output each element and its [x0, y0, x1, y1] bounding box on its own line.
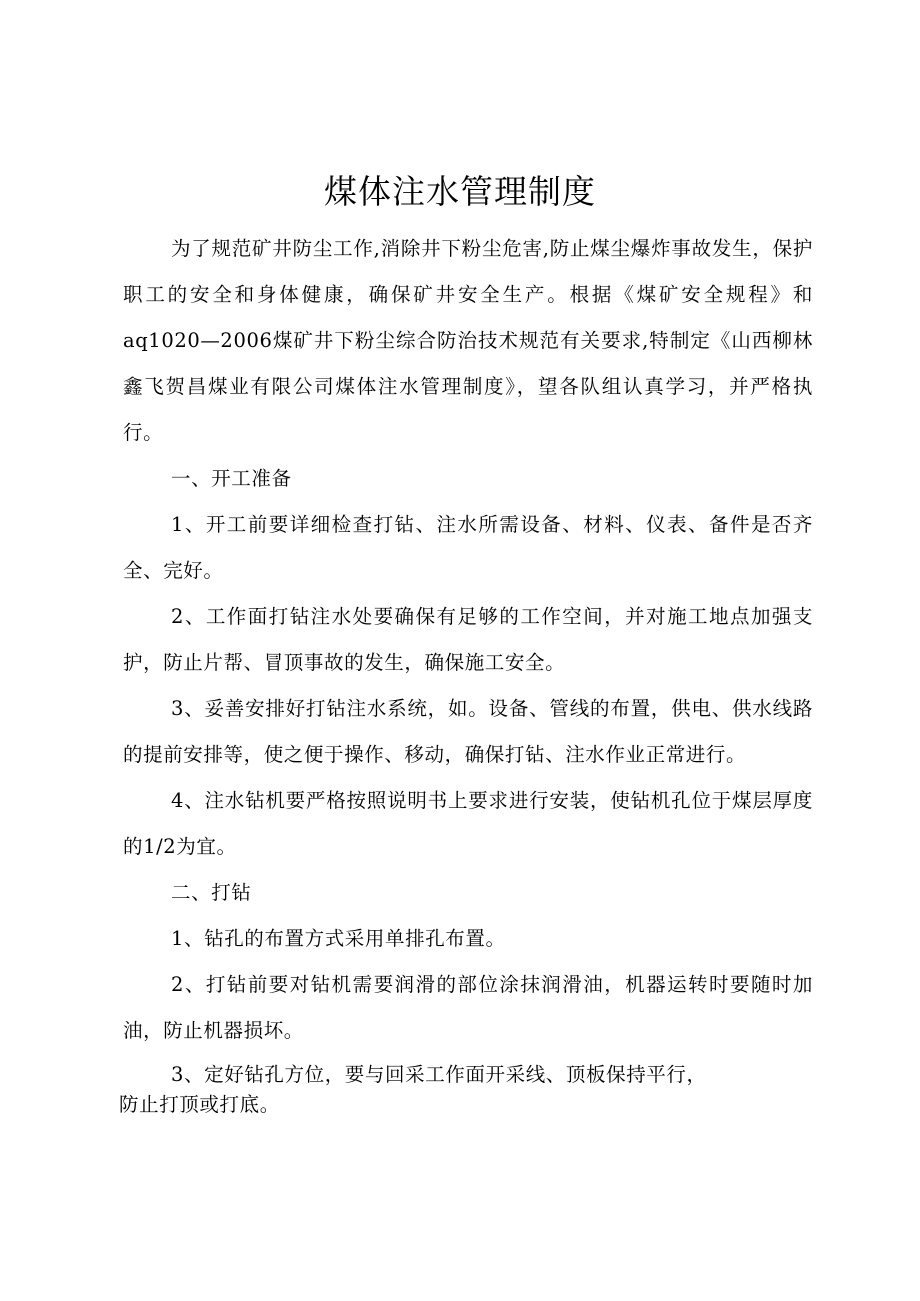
preparation-item-3: 3、妥善安排好打钻注水系统，如。设备、管线的布置，供电、供水线路的提前安排等，使之便于操作、移动，确保打钻、注水作业正常进行。 [123, 697, 813, 766]
document-title: 煤体注水管理制度 [324, 172, 596, 211]
section-heading-preparation: 一、开工准备 [171, 467, 292, 490]
drilling-item-2: 2、打钻前要对钻机需要润滑的部位涂抹润滑油，机器运转时要随时加油，防止机器损坏。 [123, 973, 813, 1042]
preparation-item-2: 2、工作面打钻注水处要确保有足够的工作空间，并对施工地点加强支护，防止片帮、冒顶事故的发生，确保施工安全。 [123, 605, 813, 674]
drilling-item-3: 3、定好钻孔方位，要与回采工作面开采线、顶板保持平行， [171, 1063, 707, 1086]
drilling-item-3-continued: 防止打顶或打底。 [119, 1093, 280, 1116]
section-heading-drilling: 二、打钻 [171, 881, 252, 904]
document-body [119, 226, 813, 1120]
preparation-item-4: 4、注水钻机要严格按照说明书上要求进行安装，使钻机孔位于煤层厚度的1/2为宜。 [123, 789, 813, 858]
preparation-item-1: 1、开工前要详细检查打钻、注水所需设备、材料、仪表、备件是否齐全、完好。 [123, 513, 813, 582]
drilling-item-1: 1、钻孔的布置方式采用单排孔布置。 [171, 927, 506, 950]
intro-paragraph: 为了规范矿井防尘工作,消除井下粉尘危害,防止煤尘爆炸事故发生，保护职工的安全和身体健康，确保矿井安全生产。根据《煤矿安全规程》和aq1020—2006煤矿井下粉尘综合防治技术规范有关要求,特制定《山西柳林鑫飞贺昌煤业有限公司煤体注水管理制度》，望各队组认真学习，并严格执行。 [123, 237, 813, 444]
